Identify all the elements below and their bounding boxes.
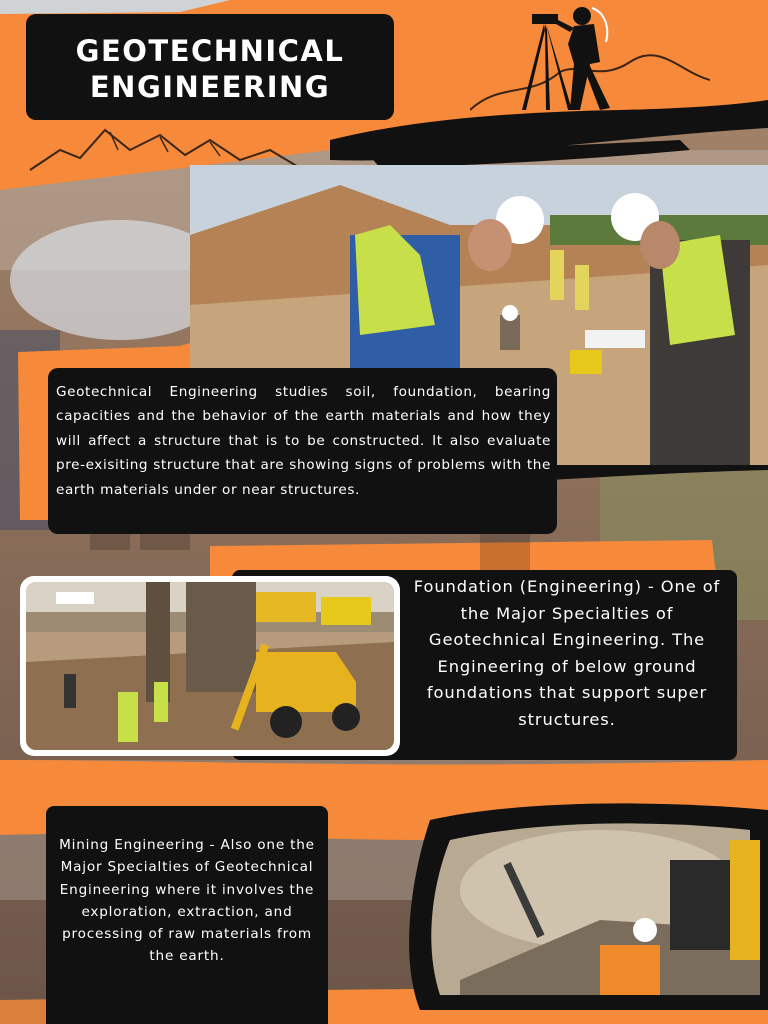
foundation-text: Foundation (Engineering) - One of the Major Specialties of Geotechnical Engineering. The Engineering of below ground foundations that support super structures. [413,577,721,729]
page-title-line1: GEOTECHNICAL [75,34,345,68]
surveyor-silhouette-icon [470,2,710,114]
page-title-line2: ENGINEERING [89,70,331,104]
mining-text: Mining Engineering - Also one the Major Specialties of Geotechnical Engineering where it involves the exploration, extraction, and processing of raw materials from the earth. [59,837,315,965]
mining-photo [400,800,768,1010]
intro-panel [48,368,557,534]
mining-panel [46,806,328,1024]
header-panel [26,14,394,120]
foundation-drilling-photo [26,582,394,750]
intro-text: Geotechnical Engineering studies soil, foundation, bearing capacities and the behavior of the earth materials and how they will affect a structure that is to be constructed. It also evaluate pre-exisiting structure that are showing signs of problems with the earth materials under or near structures. [56,384,551,498]
